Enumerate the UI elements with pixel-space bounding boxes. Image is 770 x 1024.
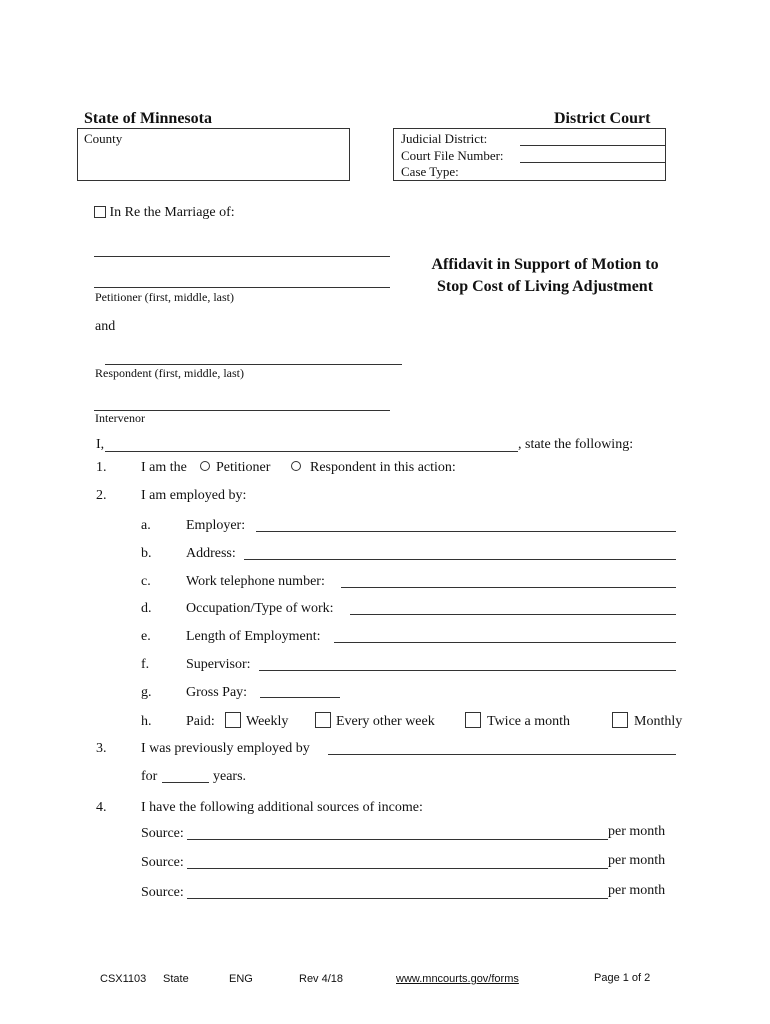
employer-letter: a. (141, 518, 151, 533)
source-1-per-month: per month (608, 824, 666, 839)
case-type-label: Case Type: (401, 164, 459, 179)
address-field[interactable] (244, 559, 676, 560)
length-label: Length of Employment: (186, 629, 321, 644)
county-box[interactable] (77, 128, 350, 181)
source-2-per-month: per month (608, 853, 666, 868)
footer-page-number: Page 1 of 2 (594, 972, 651, 984)
twice-a-month-checkbox[interactable] (465, 712, 481, 728)
state-following-text: , state the following: (518, 437, 634, 452)
occupation-letter: d. (141, 601, 152, 616)
occupation-label: Occupation/Type of work: (186, 601, 334, 616)
item-2-number: 2. (96, 488, 107, 503)
work-phone-field[interactable] (341, 587, 676, 588)
court-file-number-label: Court File Number: (401, 148, 504, 163)
twice-a-month-label: Twice a month (487, 714, 570, 729)
footer-language: ENG (229, 973, 253, 985)
paid-label: Paid: (186, 714, 215, 729)
employer-label: Employer: (186, 518, 246, 533)
work-phone-letter: c. (141, 574, 151, 589)
item-3-number: 3. (96, 741, 107, 756)
respondent-radio[interactable] (291, 461, 301, 471)
county-label: County (84, 131, 123, 146)
footer-state: State (163, 973, 189, 985)
years-field[interactable] (162, 782, 209, 783)
state-heading: State of Minnesota (84, 110, 212, 127)
monthly-checkbox[interactable] (612, 712, 628, 728)
item-4-number: 4. (96, 800, 107, 815)
source-2-label: Source: (141, 855, 184, 870)
monthly-label: Monthly (634, 714, 683, 729)
title-line-1: Affidavit in Support of Motion to (431, 256, 659, 273)
title-line-2: Stop Cost of Living Adjustment (436, 278, 654, 295)
address-letter: b. (141, 546, 152, 561)
work-phone-label: Work telephone number: (186, 574, 325, 589)
employer-field[interactable] (256, 531, 676, 532)
length-letter: e. (141, 629, 151, 644)
every-other-week-checkbox[interactable] (315, 712, 331, 728)
respondent-line[interactable] (105, 364, 402, 365)
occupation-field[interactable] (350, 614, 676, 615)
marriage-checkbox-row (94, 205, 235, 221)
gross-pay-field[interactable] (260, 697, 340, 698)
footer-form-code: CSX1103 (100, 973, 147, 985)
court-heading: District Court (554, 110, 651, 127)
respondent-label: Respondent (first, middle, last) (95, 366, 244, 380)
previously-employed-text: I was previously employed by (141, 741, 310, 756)
footer-revision: Rev 4/18 (299, 973, 344, 985)
supervisor-label: Supervisor: (186, 657, 251, 672)
petitioner-line-2[interactable] (94, 287, 390, 288)
weekly-checkbox[interactable] (225, 712, 241, 728)
document-title (400, 254, 690, 298)
employed-by-text: I am employed by: (141, 488, 247, 503)
for-text: for (141, 769, 158, 784)
petitioner-radio[interactable] (200, 461, 210, 471)
affiant-name-field[interactable] (105, 451, 518, 452)
gross-pay-letter: g. (141, 685, 152, 700)
source-1-field[interactable] (187, 839, 608, 840)
case-info-box (393, 128, 666, 181)
paid-letter: h. (141, 714, 152, 729)
source-3-label: Source: (141, 885, 184, 900)
item-1-number: 1. (96, 460, 107, 475)
respondent-option-label: Respondent in this action: (310, 460, 456, 475)
supervisor-letter: f. (141, 657, 150, 672)
source-3-field[interactable] (187, 898, 608, 899)
additional-income-text: I have the following additional sources of income: (141, 800, 423, 815)
source-3-per-month: per month (608, 883, 666, 898)
supervisor-field[interactable] (259, 670, 676, 671)
every-other-week-label: Every other week (336, 714, 435, 729)
source-1-label: Source: (141, 826, 184, 841)
gross-pay-label: Gross Pay: (186, 685, 248, 700)
judicial-district-label: Judicial District: (401, 131, 488, 146)
marriage-checkbox[interactable] (94, 206, 106, 218)
petitioner-label: Petitioner (first, middle, last) (95, 290, 234, 304)
weekly-label: Weekly (246, 714, 289, 729)
i-label: I, (96, 437, 105, 452)
years-text: years. (213, 769, 247, 784)
intervenor-label: Intervenor (95, 411, 145, 425)
court-file-number-field[interactable] (520, 162, 666, 163)
address-label: Address: (186, 546, 236, 561)
source-2-field[interactable] (187, 868, 608, 869)
petitioner-option-label: Petitioner (216, 460, 271, 475)
i-am-the-text: I am the (141, 460, 187, 475)
length-field[interactable] (334, 642, 676, 643)
petitioner-line-1[interactable] (94, 256, 390, 257)
judicial-district-field[interactable] (520, 145, 666, 146)
footer-forms-link[interactable]: www.mncourts.gov/forms (396, 973, 519, 985)
marriage-label: In Re the Marriage of: (109, 205, 235, 220)
previous-employer-field[interactable] (328, 754, 676, 755)
and-text: and (95, 319, 116, 334)
